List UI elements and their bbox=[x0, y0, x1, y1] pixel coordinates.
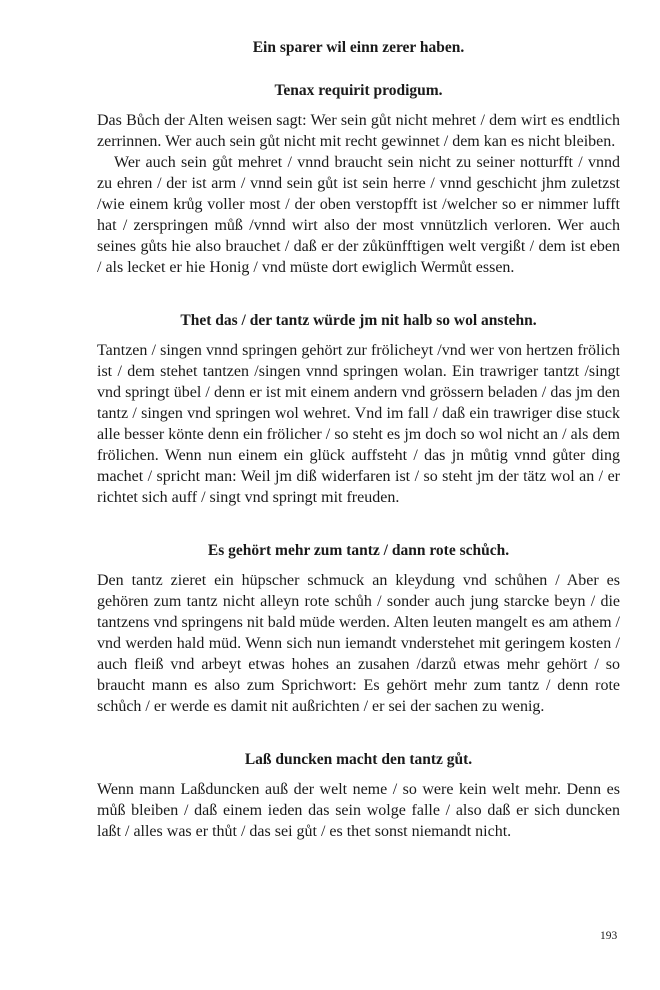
paragraph-2: Wer auch sein gůt mehret / vnnd braucht sein nicht zu seiner notturfft / vnnd zu ehren / der ist arm / vnnd sein gůt ist sein herre / vnnd geschicht jhm zuletzst /wie einem krůg voller most / der oben verstopfft ist /welcher so er nimmer lufft hat / zerspringen můß /vnnd wirt also der most vnnützlich verloren. Wer auch seines gůts hie also brauchet / daß er der zůkünfftigen welt vergißt / dem ist eben / als lecket er hie Honig / vnd müste dort ewiglich Wermůt essen. bbox=[97, 154, 620, 276]
section-heading-1a: Ein sparer wil einn zerer haben. bbox=[252, 39, 465, 56]
section-heading-4: Laß duncken macht den tantz gůt. bbox=[244, 751, 473, 768]
page-body bbox=[97, 38, 620, 842]
section-heading-2: Thet das / der tantz würde jm nit halb so wol anstehn. bbox=[180, 312, 537, 329]
section-heading-3: Es gehört mehr zum tantz / dann rote schůch. bbox=[207, 542, 510, 559]
paragraph-4: Den tantz zieret ein hüpscher schmuck an kleydung vnd schůhen / Aber es gehören zum tantz nicht alleyn rote schůh / sonder auch jung starcke beyn / die tantzens vnd springens nit bald müde werden. Alten leuten mangelt es am athem / vnd werden hald müd. Wenn sich nun iemandt vnderstehet mit geringem kosten / auch fleiß vnd arbeyt etwas hohes an zusahen /darzů etwas mehr gehört / so braucht mann es also zum Sprichwort: Es gehört mehr zum tantz / denn rote schůch / er werde es damit nit außrichten / er sei der sachen zu wenig. bbox=[97, 572, 620, 715]
page-number: 193 bbox=[600, 930, 618, 942]
section-heading-1b: Tenax requirit prodigum. bbox=[274, 82, 443, 99]
paragraph-5: Wenn mann Laßduncken auß der welt neme / so were kein welt mehr. Denn es můß bleiben / daß einem ieden das sein wolge falle / also daß er sich duncken laßt / alles was er thůt / das sei gůt / es thet sonst niemandt nicht. bbox=[97, 781, 620, 840]
paragraph-1: Das Bůch der Alten weisen sagt: Wer sein gůt nicht mehret / dem wirt es endtlich zerrinnen. Wer auch sein gůt nicht mit recht gewinnet / dem kan es nicht bleiben. bbox=[97, 112, 620, 150]
paragraph-3: Tantzen / singen vnnd springen gehört zur frölicheyt /vnd wer von hertzen frölich ist / dem stehet tantzen /singen vnnd springen wolan. Ein trawriger tantzt /singt vnd springt übel / denn er ist mit einem andern vnd grössern beladen / das jm den tantz / singen vnd springen wol wehret. Vnd im fall / daß ein trawriger dise stuck alle besser könte denn ein frölicher / so steht es jm doch so wol nicht an / als dem frölichen. Wenn nun einem ein glück auffsteht / das jn můtig vnnd gůter ding machet / spricht man: Weil jm diß widerfaren ist / so steht jm der tätz wol an / er richtet sich auff / singt vnd springt mit freuden. bbox=[97, 342, 620, 506]
